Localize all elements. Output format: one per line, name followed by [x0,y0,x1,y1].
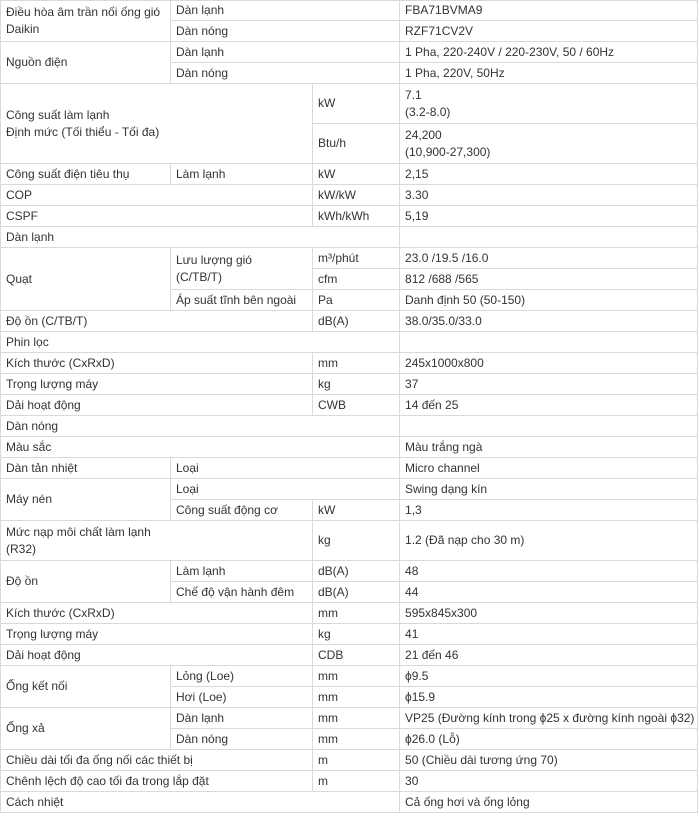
heat-exchanger-label: Dàn tản nhiệt [1,458,171,479]
outdoor-range-label: Dải hoạt động [1,645,313,666]
outdoor-weight-label: Trọng lượng máy [1,624,313,645]
table-row [1,185,698,206]
fan-airflow-label-line1: Lưu lượng gió [176,252,252,267]
compressor-motor-value: 1,3 [400,500,698,521]
indoor-range-label: Dải hoạt động [1,395,313,416]
filter-label: Phin lọc [1,332,400,353]
table-row [1,248,698,269]
outdoor-noise-night-label: Chế độ vận hành đêm [171,582,313,603]
table-row [1,479,698,500]
indoor-noise-unit: dB(A) [313,311,400,332]
drain-indoor-value: VP25 (Đường kính trong ϕ25 x đường kính ngoài ϕ32) [400,708,698,729]
drain-outdoor-value: ϕ26.0 (Lỗ) [400,729,698,750]
table-row [1,645,698,666]
piping-label: Ống kết nối [1,666,171,708]
table-row [1,771,698,792]
table-row [1,437,698,458]
insulation-value: Cả ống hơi và ống lỏng [400,792,698,813]
table-row [1,750,698,771]
drain-indoor-unit: mm [313,708,400,729]
empty-cell [400,227,698,248]
fan-airflow-value-m: 23.0 /19.5 /16.0 [400,248,698,269]
indoor-range-unit: CWB [313,395,400,416]
empty-cell [400,332,698,353]
table-row [1,353,698,374]
color-value: Màu trắng ngà [400,437,698,458]
fan-airflow-value-cfm: 812 /688 /565 [400,269,698,290]
cooling-capacity-kw-unit: kW [313,84,400,124]
compressor-label: Máy nén [1,479,171,521]
compressor-type-label: Loại [171,479,400,500]
cooling-capacity-kw-rated: 7.1 [405,87,422,102]
fan-esp-value: Danh định 50 (50-150) [400,290,698,311]
cspf-value: 5,19 [400,206,698,227]
outdoor-range-value: 21 đến 46 [400,645,698,666]
fan-airflow-unit-m: m³/phút [313,248,400,269]
power-source-outdoor-value: 1 Pha, 220V, 50Hz [400,63,698,84]
compressor-motor-label: Công suất động cơ [171,500,313,521]
indoor-size-unit: mm [313,353,400,374]
cooling-capacity-kw-range: (3.2-8.0) [405,104,451,119]
cooling-capacity-btu-range: (10,900-27,300) [405,144,491,159]
refrigerant-label-line1: Mức nạp môi chất làm lạnh [6,524,151,539]
power-source-label: Nguồn điện [1,42,171,84]
empty-cell [400,416,698,437]
cooling-capacity-label-line1: Công suất làm lạnh [6,107,110,122]
piping-liquid-value: ϕ9.5 [400,666,698,687]
indoor-noise-value: 38.0/35.0/33.0 [400,311,698,332]
color-label: Màu sắc [1,437,400,458]
model-label: Điều hòa âm trần nối ống gió Daikin [1,1,171,42]
indoor-section-header: Dàn lạnh [1,227,400,248]
cooling-capacity-label-line2: Định mức (Tối thiểu - Tối đa) [6,124,160,139]
max-height-value: 30 [400,771,698,792]
max-height-unit: m [313,771,400,792]
power-consumption-unit: kW [313,164,400,185]
indoor-range-value: 14 đến 25 [400,395,698,416]
model-outdoor-label: Dàn nóng [171,21,400,42]
indoor-weight-unit: kg [313,374,400,395]
drain-indoor-label: Dàn lạnh [171,708,313,729]
table-row [1,708,698,729]
outdoor-noise-night-value: 44 [400,582,698,603]
cspf-unit: kWh/kWh [313,206,400,227]
piping-gas-unit: mm [313,687,400,708]
power-source-outdoor-label: Dàn nóng [171,63,400,84]
max-height-label: Chênh lệch độ cao tối đa trong lắp đặt [1,771,313,792]
fan-esp-unit: Pa [313,290,400,311]
cooling-capacity-btu-unit: Btu/h [313,124,400,164]
table-row [1,561,698,582]
compressor-type-value: Swing dạng kín [400,479,698,500]
table-row [1,395,698,416]
outdoor-section-header: Dàn nóng [1,416,400,437]
compressor-motor-unit: kW [313,500,400,521]
outdoor-size-label: Kích thước (CxRxD) [1,603,313,624]
table-row [1,374,698,395]
refrigerant-label [1,521,313,561]
fan-esp-label: Áp suất tĩnh bên ngoài [171,290,313,311]
table-row [1,603,698,624]
outdoor-size-value: 595x845x300 [400,603,698,624]
refrigerant-unit: kg [313,521,400,561]
drain-outdoor-unit: mm [313,729,400,750]
table-row [1,164,698,185]
table-row [1,521,698,561]
model-indoor-value: FBA71BVMA9 [400,1,698,21]
max-length-value: 50 (Chiều dài tương ứng 70) [400,750,698,771]
piping-liquid-unit: mm [313,666,400,687]
model-indoor-label: Dàn lạnh [171,1,400,21]
table-row [1,42,698,63]
table-row [1,666,698,687]
refrigerant-label-line2: (R32) [6,541,37,556]
drain-outdoor-label: Dàn nóng [171,729,313,750]
outdoor-weight-value: 41 [400,624,698,645]
table-row [1,792,698,813]
table-row [1,206,698,227]
power-source-indoor-value: 1 Pha, 220-240V / 220-230V, 50 / 60Hz [400,42,698,63]
indoor-weight-label: Trọng lượng máy [1,374,313,395]
model-outdoor-value: RZF71CV2V [400,21,698,42]
outdoor-noise-cool-unit: dB(A) [313,561,400,582]
piping-gas-label: Hơi (Loe) [171,687,313,708]
table-row [1,1,698,21]
outdoor-noise-cool-label: Làm lạnh [171,561,313,582]
table-row [1,311,698,332]
heat-exchanger-value: Micro channel [400,458,698,479]
indoor-weight-value: 37 [400,374,698,395]
power-consumption-sub: Làm lạnh [171,164,313,185]
cop-unit: kW/kW [313,185,400,206]
insulation-label: Cách nhiệt [1,792,400,813]
power-source-indoor-label: Dàn lạnh [171,42,400,63]
power-consumption-value: 2,15 [400,164,698,185]
drain-label: Ống xả [1,708,171,750]
cooling-capacity-label [1,84,313,164]
outdoor-weight-unit: kg [313,624,400,645]
cooling-capacity-kw-value [400,84,698,124]
max-length-label: Chiều dài tối đa ống nối các thiết bị [1,750,313,771]
outdoor-size-unit: mm [313,603,400,624]
table-row [1,416,698,437]
power-consumption-label: Công suất điện tiêu thụ [1,164,171,185]
cooling-capacity-btu-value [400,124,698,164]
outdoor-noise-cool-value: 48 [400,561,698,582]
piping-liquid-label: Lỏng (Loe) [171,666,313,687]
fan-airflow-unit-cfm: cfm [313,269,400,290]
indoor-size-value: 245x1000x800 [400,353,698,374]
indoor-size-label: Kích thước (CxRxD) [1,353,313,374]
outdoor-noise-label: Độ ồn [1,561,171,603]
table-row [1,227,698,248]
table-row [1,332,698,353]
table-row [1,84,698,124]
table-row [1,458,698,479]
cop-label: COP [1,185,313,206]
fan-label: Quạt [1,248,171,311]
cop-value: 3.30 [400,185,698,206]
outdoor-range-unit: CDB [313,645,400,666]
indoor-noise-label: Độ ồn (C/TB/T) [1,311,313,332]
max-length-unit: m [313,750,400,771]
cooling-capacity-btu-rated: 24,200 [405,127,442,142]
refrigerant-value: 1.2 (Đã nạp cho 30 m) [400,521,698,561]
piping-gas-value: ϕ15.9 [400,687,698,708]
fan-airflow-label-line2: (C/TB/T) [176,269,222,284]
outdoor-noise-night-unit: dB(A) [313,582,400,603]
heat-exchanger-sub: Loại [171,458,400,479]
table-row [1,624,698,645]
cspf-label: CSPF [1,206,313,227]
fan-airflow-label [171,248,313,290]
